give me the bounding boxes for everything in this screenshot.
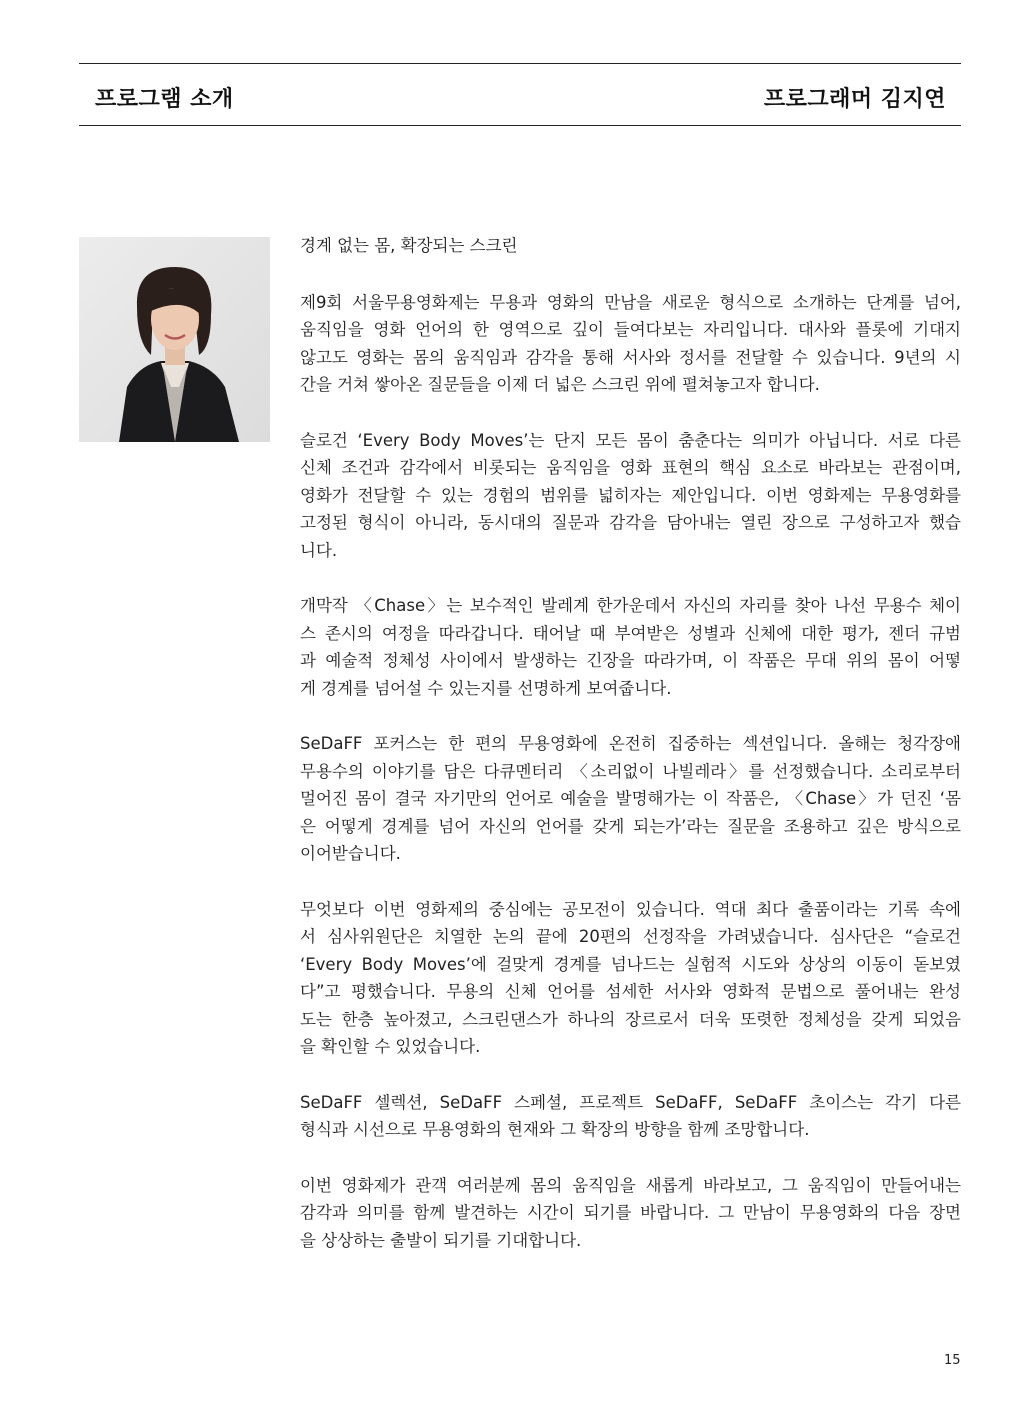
paragraph-line: 제9회 서울무용영화제는 무용과 영화의 만남을 새로운 형식으로 소개하는 단계를 넘어, [300, 292, 961, 312]
paragraph-line: 스 존시의 여정을 따라갑니다. 태어날 때 부여받은 성별과 신체에 대한 평가, 젠더 규범 [300, 623, 961, 643]
paragraph-line: 움직임을 영화 언어의 한 영역으로 깊이 들여다보는 자리입니다. 대사와 플롯에 기대지 [300, 320, 961, 339]
paragraph-line: 않고도 영화는 몸의 움직임과 감각을 통해 서사와 정서를 전달할 수 있습니다. 9년의 시 [300, 347, 961, 367]
section-title: 프로그램 소개 [95, 87, 234, 112]
paragraph-line: 서 심사위원단은 치열한 논의 끝에 20편의 선정작을 가려냈습니다. 심사단은 “슬로건 [300, 927, 961, 946]
paragraph-line: 무엇보다 이번 영화제의 중심에는 공모전이 있습니다. 역대 최다 출품이라는 기록 속에 [300, 899, 961, 919]
paragraph-line: 이어받습니다. [300, 844, 401, 863]
paragraph-line: 개막작 〈Chase〉는 보수적인 발레계 한가운데서 자신의 자리를 찾아 나선 무용수 체이 [300, 596, 961, 615]
paragraph-line: 신체 조건과 감각에서 비롯되는 움직임을 영화 표현의 핵심 요소로 바라보는 관점이며, [300, 458, 961, 477]
article-paragraph [300, 427, 961, 565]
paragraph-line: 도는 한층 높아졌고, 스크린댄스가 하나의 장르로서 더욱 또렷한 정체성을 갖게 되었음 [300, 1009, 961, 1029]
article-paragraph [300, 1172, 961, 1255]
paragraph-line: 이번 영화제가 관객 여러분께 몸의 움직임을 새롭게 바라보고, 그 움직임이 만들어내는 [300, 1175, 961, 1195]
paragraph-line: 멀어진 몸이 결국 자기만의 언어로 예술을 발명해가는 이 작품은, 〈Chase〉가 던진 ‘몸 [300, 789, 961, 808]
article-paragraph [300, 730, 961, 868]
article-paragraph [300, 1089, 961, 1144]
paragraph-line: 게 경계를 넘어설 수 있는지를 선명하게 보여줍니다. [300, 678, 672, 698]
article-paragraph [300, 289, 961, 399]
paragraph-line: 감각과 의미를 함께 발견하는 시간이 되기를 바랍니다. 그 만남이 무용영화의 다음 장면 [300, 1203, 961, 1222]
paragraph-line: SeDaFF 셀렉션, SeDaFF 스페셜, 프로젝트 SeDaFF, SeDaFF 초이스는 각기 다른 [300, 1092, 961, 1112]
article-paragraph [300, 592, 961, 702]
article [300, 232, 961, 1282]
paragraph-line: 을 확인할 수 있었습니다. [300, 1037, 481, 1056]
programmer-portrait [79, 237, 270, 442]
paragraph-line: 영화가 전달할 수 있는 경험의 범위를 넓히자는 제안입니다. 이번 영화제는 무용영화를 [300, 485, 961, 505]
page-number: 15 [944, 1353, 961, 1368]
paragraph-line: 간을 거쳐 쌓아온 질문들을 이제 더 넓은 스크린 위에 펼쳐놓고자 합니다. [300, 375, 820, 394]
paragraph-line: 은 어떻게 경계를 넘어 자신의 언어를 갖게 되는가’라는 질문을 조용하고 깊은 방식으로 [300, 816, 961, 836]
paragraph-line: 무용수의 이야기를 담은 다큐멘터리 〈소리없이 나빌레라〉를 선정했습니다. 소리로부터 [300, 761, 961, 781]
paragraph-line: 고정된 형식이 아니라, 동시대의 질문과 감각을 담아내는 열린 장으로 구성하고자 했습 [300, 513, 961, 532]
paragraph-line: ‘Every Body Moves’에 걸맞게 경계를 넘나드는 실험적 시도와 상상의 이동이 돋보였 [300, 954, 961, 974]
header-top-rule [79, 63, 961, 64]
paragraph-line: 다”고 평했습니다. 무용의 신체 언어를 섬세한 서사와 영화적 문법으로 풀어내는 완성 [300, 982, 961, 1001]
paragraph-line: 과 예술적 정체성 사이에서 발생하는 긴장을 따라가며, 이 작품은 무대 위의 몸이 어떻 [300, 651, 961, 670]
article-title: 경계 없는 몸, 확장되는 스크린 [300, 236, 518, 255]
paragraph-line: 형식과 시선으로 무용영화의 현재와 그 확장의 방향을 함께 조망합니다. [300, 1120, 810, 1139]
paragraph-line: 슬로건 ‘Every Body Moves’는 단지 모든 몸이 춤춘다는 의미가 아닙니다. 서로 다른 [300, 430, 961, 450]
header-bottom-rule [79, 125, 961, 126]
article-paragraph [300, 896, 961, 1061]
paragraph-line: SeDaFF 포커스는 한 편의 무용영화에 온전히 집중하는 섹션입니다. 올해는 청각장애 [300, 734, 961, 753]
paragraph-line: 을 상상하는 출발이 되기를 기대합니다. [300, 1230, 582, 1250]
paragraph-line: 니다. [300, 540, 338, 560]
programmer-name: 프로그래머 김지연 [763, 87, 946, 112]
